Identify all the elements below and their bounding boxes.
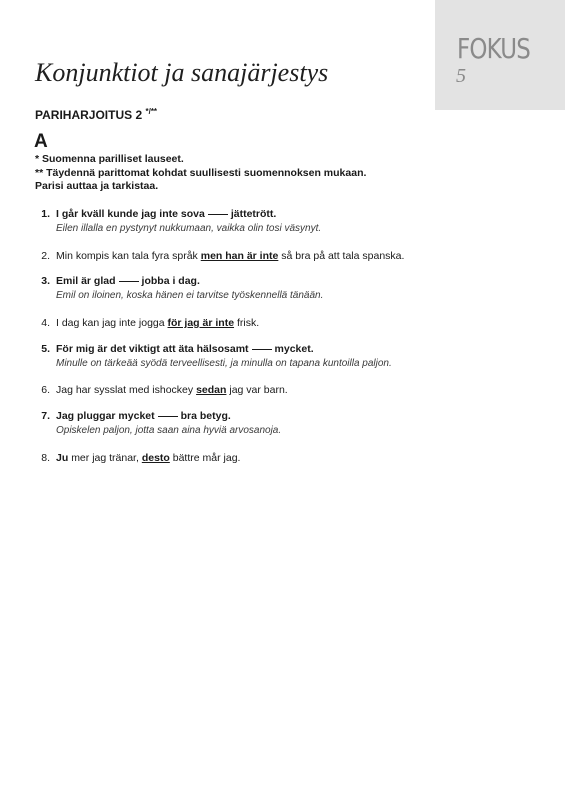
- item-translation: Minulle on tärkeää syödä terveellisesti, ja minulla on tapana kuntoilla paljon.: [56, 358, 392, 369]
- sentence-start: I dag kan jag inte jogga: [56, 317, 165, 329]
- sentence-end: jobba i dag.: [141, 275, 200, 287]
- fill-blank: [252, 349, 272, 350]
- item-sentence: [56, 384, 288, 396]
- item-sentence: [56, 208, 276, 220]
- item-translation: Opiskelen paljon, jotta saan aina hyviä arvosanoja.: [56, 425, 282, 436]
- item-number: 6.: [41, 384, 50, 396]
- sentence-start: För mig är det viktigt att äta hälsosamt: [56, 343, 249, 355]
- chapter-tab: [435, 0, 565, 110]
- section-letter: A: [34, 131, 48, 152]
- item-number: 1.: [41, 208, 50, 220]
- page-title: Konjunktiot ja sanajärjestys: [35, 58, 329, 87]
- level-marks: */**: [145, 107, 158, 116]
- item-number: 7.: [41, 410, 50, 422]
- keyword: men han är inte: [200, 250, 279, 262]
- item-number: 5.: [41, 343, 50, 355]
- instruction-line: Parisi auttaa ja tarkistaa.: [35, 180, 159, 192]
- sentence-start: Emil är glad: [56, 275, 116, 287]
- sentence-start: mer jag tränar,: [71, 452, 139, 464]
- item-number: 2.: [41, 250, 50, 262]
- item-number: 4.: [41, 317, 50, 329]
- item-sentence: [56, 275, 200, 287]
- sentence-end: jättetrött.: [230, 208, 277, 220]
- chapter-number: 5: [456, 65, 466, 87]
- exercise-heading: [35, 107, 157, 122]
- item-number: 3.: [41, 275, 50, 287]
- instruction-line: ** Täydennä parittomat kohdat suullisesti suomennoksen mukaan.: [35, 166, 367, 179]
- sentence-start: I går kväll kunde jag inte sova: [56, 208, 205, 220]
- item-sentence: [56, 410, 231, 422]
- instruction-line: * Suomenna parilliset lauseet.: [35, 153, 184, 165]
- item-translation: Eilen illalla en pystynyt nukkumaan, vaikka olin tosi väsynyt.: [56, 223, 322, 234]
- item-sentence: [56, 343, 314, 355]
- sentence-end: så bra på att tala spanska.: [281, 250, 405, 262]
- sentence-end: bättre mår jag.: [172, 452, 241, 464]
- item-number: 8.: [41, 452, 50, 464]
- sentence-start: Min kompis kan tala fyra språk: [56, 250, 198, 262]
- sentence-end: frisk.: [236, 317, 260, 329]
- sentence-end: mycket.: [274, 343, 314, 355]
- exercise-name: PARIHARJOITUS 2: [35, 108, 143, 122]
- keyword: för jag är inte: [167, 317, 235, 329]
- item-sentence: [56, 317, 259, 329]
- sentence-end: bra betyg.: [180, 410, 231, 422]
- instructions: [35, 153, 366, 194]
- sentence-end: jag var barn.: [229, 384, 288, 396]
- keyword: desto: [141, 452, 170, 464]
- item-translation: Emil on iloinen, koska hänen ei tarvitse työskennellä tänään.: [56, 290, 324, 301]
- item-sentence: [56, 250, 404, 262]
- fill-blank: [158, 416, 178, 417]
- brand-label: FOKUS: [457, 32, 531, 65]
- fill-blank: [119, 281, 139, 282]
- sentence-start: Jag har sysslat med ishockey: [56, 384, 194, 396]
- sentence-lead: Ju: [56, 452, 69, 464]
- keyword: sedan: [196, 384, 227, 396]
- fill-blank: [208, 214, 228, 215]
- sentence-start: Jag pluggar mycket: [56, 410, 155, 422]
- item-sentence: [56, 452, 240, 464]
